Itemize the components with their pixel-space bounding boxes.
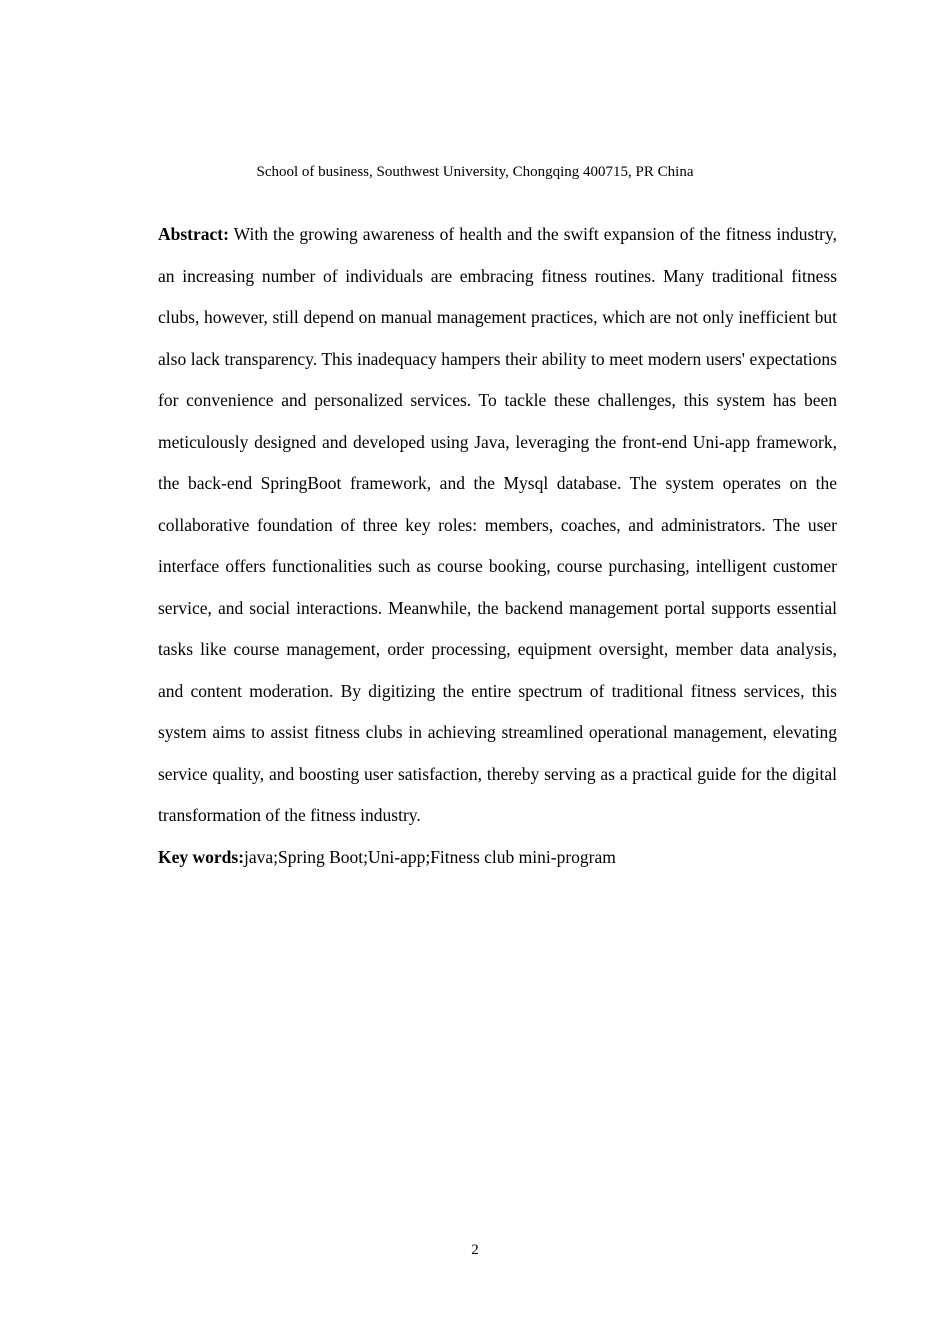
abstract-section [158,214,837,878]
abstract-text: With the growing awareness of health and the swift expansion of the fitness industry, an increasing number of individuals are embracing fitness routines. Many traditional fitness clubs, however, still depend on manual management practices, which are not only inefficient but also lack transparency. This inadequacy hampers their ability to meet modern users' expectations for convenience and personalized services. To tackle these challenges, this system has been meticulously designed and developed using Java, leveraging the front-end Uni-app framework, the back-end SpringBoot framework, and the Mysql database. The system operates on the collaborative foundation of three key roles: members, coaches, and administrators. The user interface offers functionalities such as course booking, course purchasing, intelligent customer service, and social interactions. Meanwhile, the backend management portal supports essential tasks like course management, order processing, equipment oversight, member data analysis, and content moderation. By digitizing the entire spectrum of traditional fitness services, this system aims to assist fitness clubs in achieving streamlined operational management, elevating service quality, and boosting user satisfaction, thereby serving as a practical guide for the digital transformation of the fitness industry. [158,224,837,825]
keywords-label: Key words: [158,846,245,867]
abstract-label: Abstract: [158,224,229,244]
keywords-line [158,837,837,879]
keywords-text: java;Spring Boot;Uni-app;Fitness club mini-program [244,846,616,867]
affiliation-line: School of business, Southwest University, Chongqing 400715, PR China [256,164,694,180]
abstract-paragraph [158,214,837,837]
page-number: 2 [471,1242,479,1258]
